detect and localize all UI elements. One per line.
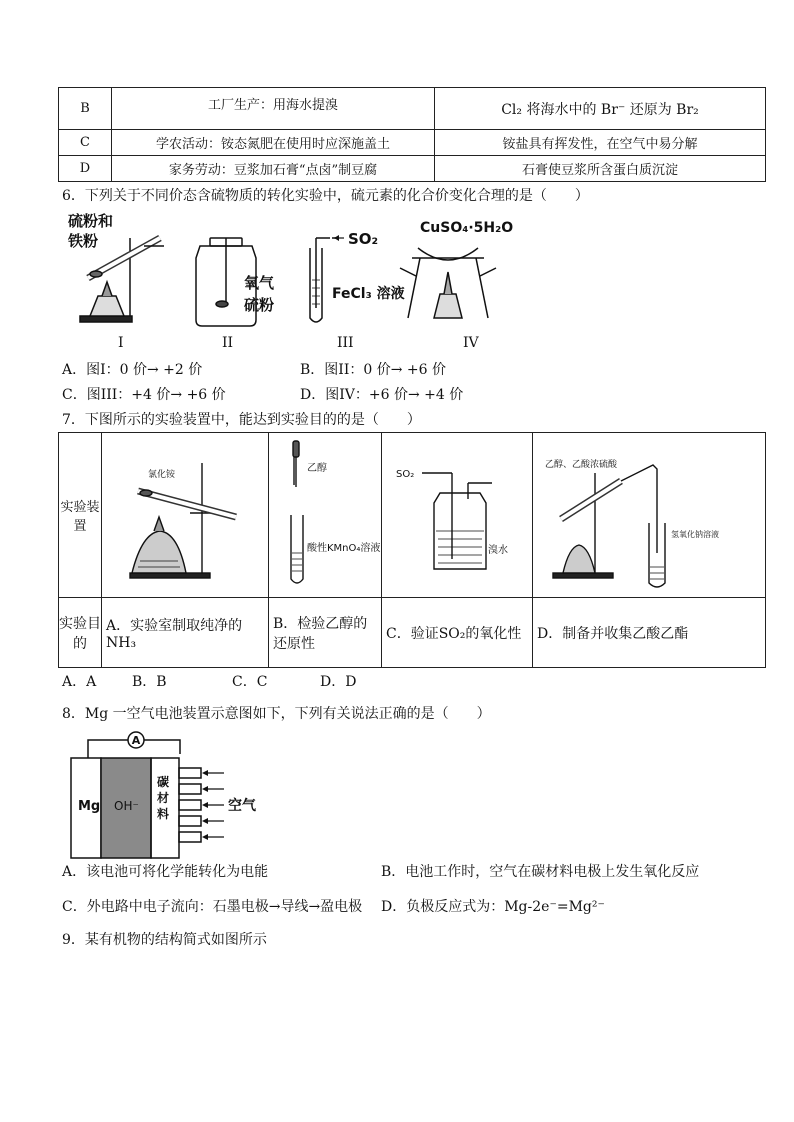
q7-option-a[interactable]: A．A [62,674,97,690]
q8-option-b[interactable]: B．电池工作时，空气在碳材料电极上发生氧化反应 [381,864,700,880]
q8-option-d[interactable]: D．负极反应式为：Mg-2e⁻=Mg²⁻ [381,899,605,915]
reason-cell: 铵盐具有挥发性，在空气中易分解 [435,130,766,156]
q8-stem: 8．Mg 一空气电池装置示意图如下，下列有关说法正确的是（ ） [62,706,491,722]
fig1-label-line2: 铁粉 [68,232,99,250]
apparatus-b-bottom-label: 酸性KMnO₄溶液 [307,543,381,554]
fig2-oxygen-label: 氧气 [244,274,275,292]
fig1-label-line1: 硫粉和 [68,212,114,230]
q7-option-c[interactable]: C．C [232,674,268,690]
apparatus-b-top-label: 乙醇 [307,463,327,474]
fig2-sulfur-label: 硫粉 [244,296,275,314]
apparatus-c-gas-label: SO₂ [396,469,415,480]
fig3-solution-label: FeCl₃ 溶液 [332,286,405,302]
electrolyte-label: OH⁻ [114,799,139,813]
q6-option-b[interactable]: B．图II：0 价→ +6 价 [300,362,446,378]
fig-number-4: IV [463,335,479,351]
anode-label: Mg [78,799,101,814]
apparatus-header: 实验装置 [59,433,102,598]
purpose-header: 实验目的 [59,598,102,668]
fig4-label: CuSO₄·5H₂O [420,220,514,236]
reason-cell: 石膏使豆浆所含蛋白质沉淀 [435,156,766,182]
apparatus-b-cell [269,433,382,598]
activity-cell: 工厂生产：用海水提溴 [112,88,435,130]
svg-text:料: 料 [157,807,170,821]
apparatus-d-reagents-label: 乙醇、乙酸浓硫酸 [545,460,618,470]
apparatus-a-cell [102,433,269,598]
table-row [59,156,766,182]
apparatus-d-receiver-label: 氢氧化钠溶液 [671,530,719,539]
fig1-heating-setup [80,238,164,322]
apparatus-a-label: 氯化铵 [148,470,176,480]
table-row [59,130,766,156]
row-label: C [59,130,112,156]
apparatus-c-cell [382,433,533,598]
fig-number-3: III [337,335,354,351]
fig3-test-tube [310,238,338,322]
cathode-label-group [157,774,169,821]
q7-table [58,432,766,668]
fig3-arrowhead [334,235,339,241]
q9-stem: 9．某有机物的结构简式如图所示 [62,932,267,948]
purpose-b: B．检验乙醇的还原性 [269,598,382,668]
row-label: B [59,88,112,130]
apparatus-c-figure [382,433,532,593]
q6-apparatus-figure [60,208,520,333]
q8-option-a[interactable]: A．该电池可将化学能转化为电能 [62,864,269,880]
q6-option-d[interactable]: D．图IV：+6 价→ +4 价 [300,387,464,403]
apparatus-b-figure [269,433,381,593]
q6-stem: 6．下列关于不同价态含硫物质的转化实验中，硫元素的化合价变化合理的是（ ） [62,188,589,204]
q5-table [58,87,766,182]
q8-option-c[interactable]: C．外电路中电子流向：石墨电极→导线→盈电极 [62,899,363,915]
row-label: D [59,156,112,182]
air-label: 空气 [228,798,256,814]
q7-option-b[interactable]: B．B [132,674,167,690]
svg-text:材: 材 [157,791,170,805]
table-row [59,88,766,130]
fig-number-1: I [118,335,124,351]
purpose-a: A．实验室制取纯净的NH₃ [102,598,269,668]
q6-option-a[interactable]: A．图I：0 价→ +2 价 [62,362,203,378]
cathode-label: 碳 [157,775,170,789]
apparatus-a-figure [102,433,268,593]
q7-stem: 7．下图所示的实验装置中，能达到实验目的的是（ ） [62,412,421,428]
activity-cell: 家务劳动：豆浆加石膏“点卤”制豆腐 [112,156,435,182]
q7-option-d[interactable]: D．D [320,674,357,690]
apparatus-row [59,433,766,598]
purpose-d: D．制备并收集乙酸乙酯 [533,598,766,668]
fig4-evaporating-dish [400,248,496,318]
fig3-gas-label: SO₂ [348,230,379,248]
apparatus-d-cell [533,433,766,598]
q8-battery-figure [66,730,286,860]
ammeter-label: A [131,734,141,747]
purpose-row [59,598,766,668]
apparatus-d-figure [533,433,758,593]
reason-cell: Cl₂ 将海水中的 Br⁻ 还原为 Br₂ [435,88,766,130]
q6-option-c[interactable]: C．图III：+4 价→ +6 价 [62,387,226,403]
activity-cell: 学农活动：铵态氮肥在使用时应深施盖土 [112,130,435,156]
apparatus-c-liquid-label: 溴水 [488,545,508,556]
fig-number-2: II [222,335,234,351]
purpose-c: C．验证SO₂的氧化性 [382,598,533,668]
